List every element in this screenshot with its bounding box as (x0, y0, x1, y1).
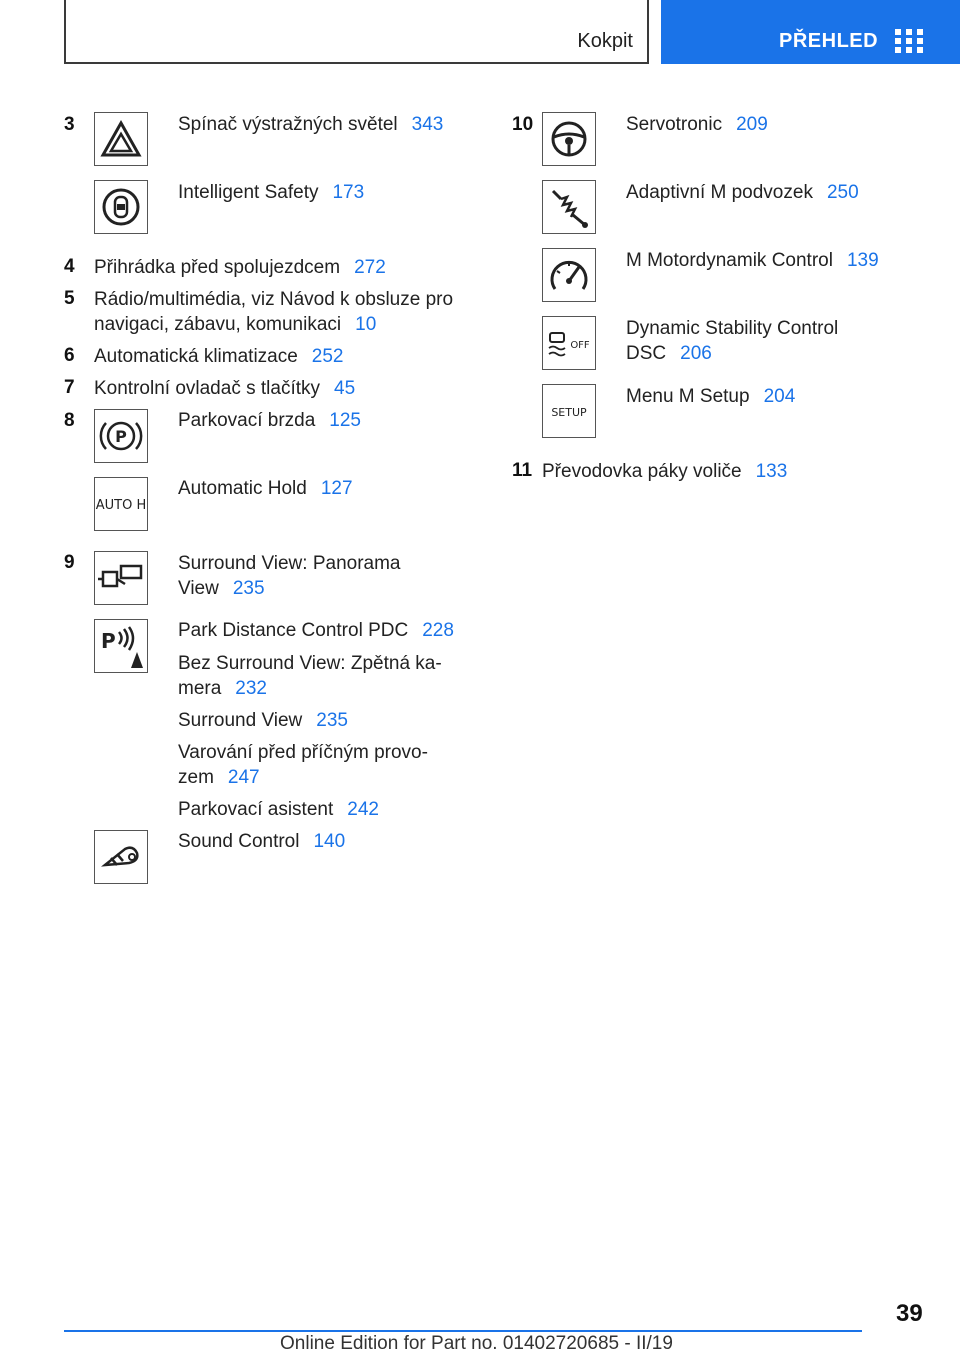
page-link[interactable]: 272 (354, 257, 386, 278)
page-link[interactable]: 133 (755, 461, 788, 482)
entry-cross-traffic-warning: Varování před příčným provo- zem 247 (178, 742, 428, 788)
setup-icon (542, 384, 596, 438)
svg-text:AUTO H: AUTO H (95, 498, 147, 513)
entry-dynamic-stability-control: Dynamic Stability Control DSC 206 (626, 318, 839, 364)
footer-divider (64, 1330, 862, 1332)
entry-park-distance-control: Park Distance Control PDC 228 (178, 620, 454, 641)
page-link[interactable]: 139 (846, 250, 879, 271)
entry-surround-view: Surround View 235 (178, 710, 348, 731)
page-link[interactable]: 204 (763, 386, 796, 407)
entry-parking-assistant: Parkovací asistent 242 (178, 799, 379, 820)
page-link[interactable]: 140 (313, 831, 346, 852)
entry-hazard-lights: Spínač výstražných světel 343 (178, 114, 444, 135)
entry-panorama-view: Surround View: Panorama View 235 (178, 553, 401, 599)
item-number-4: 4 (64, 256, 75, 277)
page-link[interactable]: 173 (332, 182, 365, 203)
suspension-icon (542, 180, 596, 234)
entry-m-setup: Menu M Setup 204 (626, 386, 796, 407)
intelligent-safety-icon (94, 180, 148, 234)
page-link[interactable]: 206 (680, 343, 712, 364)
entry-sound-control: Sound Control 140 (178, 831, 346, 852)
svg-text:P: P (101, 629, 116, 653)
entry-intelligent-safety: Intelligent Safety 173 (178, 182, 365, 203)
page-link[interactable]: 252 (311, 346, 344, 367)
header-chapter-title: PŘEHLED (779, 30, 879, 52)
entry-m-motordynamik: M Motordynamik Control 139 (626, 250, 879, 271)
header-section-title: Kokpit (577, 30, 633, 52)
page-link[interactable]: 235 (316, 710, 348, 731)
entry-adaptive-m-suspension: Adaptivní M podvozek 250 (626, 182, 859, 203)
page-link[interactable]: 235 (232, 578, 265, 599)
page-link[interactable]: 125 (329, 410, 361, 431)
entry-glovebox: Přihrádka před spolujezdcem 272 (94, 257, 386, 278)
page-number: 39 (896, 1300, 923, 1327)
svg-text:SETUP: SETUP (551, 406, 587, 419)
item-number-6: 6 (64, 345, 75, 366)
svg-text:OFF: OFF (570, 340, 590, 351)
page-link[interactable]: 247 (227, 767, 260, 788)
header-chapter-tab[interactable] (661, 0, 960, 64)
entry-servotronic: Servotronic 209 (626, 114, 768, 135)
auto-hold-icon (94, 477, 148, 531)
entry-radio-multimedia: Rádio/multimédia, viz Návod k obsluze pro navigaci, zábavu, komunikaci 10 (94, 289, 454, 335)
item-number-8: 8 (64, 410, 75, 431)
item-number-10: 10 (512, 114, 534, 135)
entry-climate-control: Automatická klimatizace 252 (94, 346, 344, 367)
page-link[interactable]: 232 (235, 678, 267, 699)
page-link[interactable]: 127 (320, 478, 353, 499)
svg-text:P: P (115, 427, 127, 446)
park-distance-control-icon (94, 619, 148, 673)
entry-rear-camera: Bez Surround View: Zpětná ka- mera 232 (178, 653, 442, 699)
page-link[interactable]: 343 (411, 114, 444, 135)
footer-edition: Online Edition for Part no. 01402720685 - II/19 (280, 1333, 673, 1354)
page-link[interactable]: 10 (355, 314, 377, 335)
hazard-lights-icon (94, 112, 148, 166)
entry-controller: Kontrolní ovladač s tlačítky 45 (94, 378, 356, 399)
dsc-off-icon (542, 316, 596, 370)
item-number-9: 9 (64, 552, 75, 573)
page-link[interactable]: 228 (422, 620, 454, 641)
panorama-view-icon (94, 551, 148, 605)
entry-gear-selector: Převodovka páky voliče 133 (542, 461, 788, 482)
parking-brake-icon (94, 409, 148, 463)
header-section-box (64, 0, 649, 64)
steering-wheel-icon (542, 112, 596, 166)
sound-control-icon (94, 830, 148, 884)
item-number-7: 7 (64, 377, 75, 398)
item-number-5: 5 (64, 288, 75, 309)
entry-automatic-hold: Automatic Hold 127 (178, 478, 353, 499)
page-link[interactable]: 209 (736, 114, 768, 135)
entry-parking-brake: Parkovací brzda 125 (178, 410, 361, 431)
item-number-11: 11 (512, 460, 533, 481)
page-link[interactable]: 250 (826, 182, 859, 203)
grid-menu-icon[interactable] (895, 29, 923, 53)
item-number-3: 3 (64, 114, 75, 135)
page-link[interactable]: 45 (334, 378, 356, 399)
page-link[interactable]: 242 (347, 799, 379, 820)
speedometer-icon (542, 248, 596, 302)
